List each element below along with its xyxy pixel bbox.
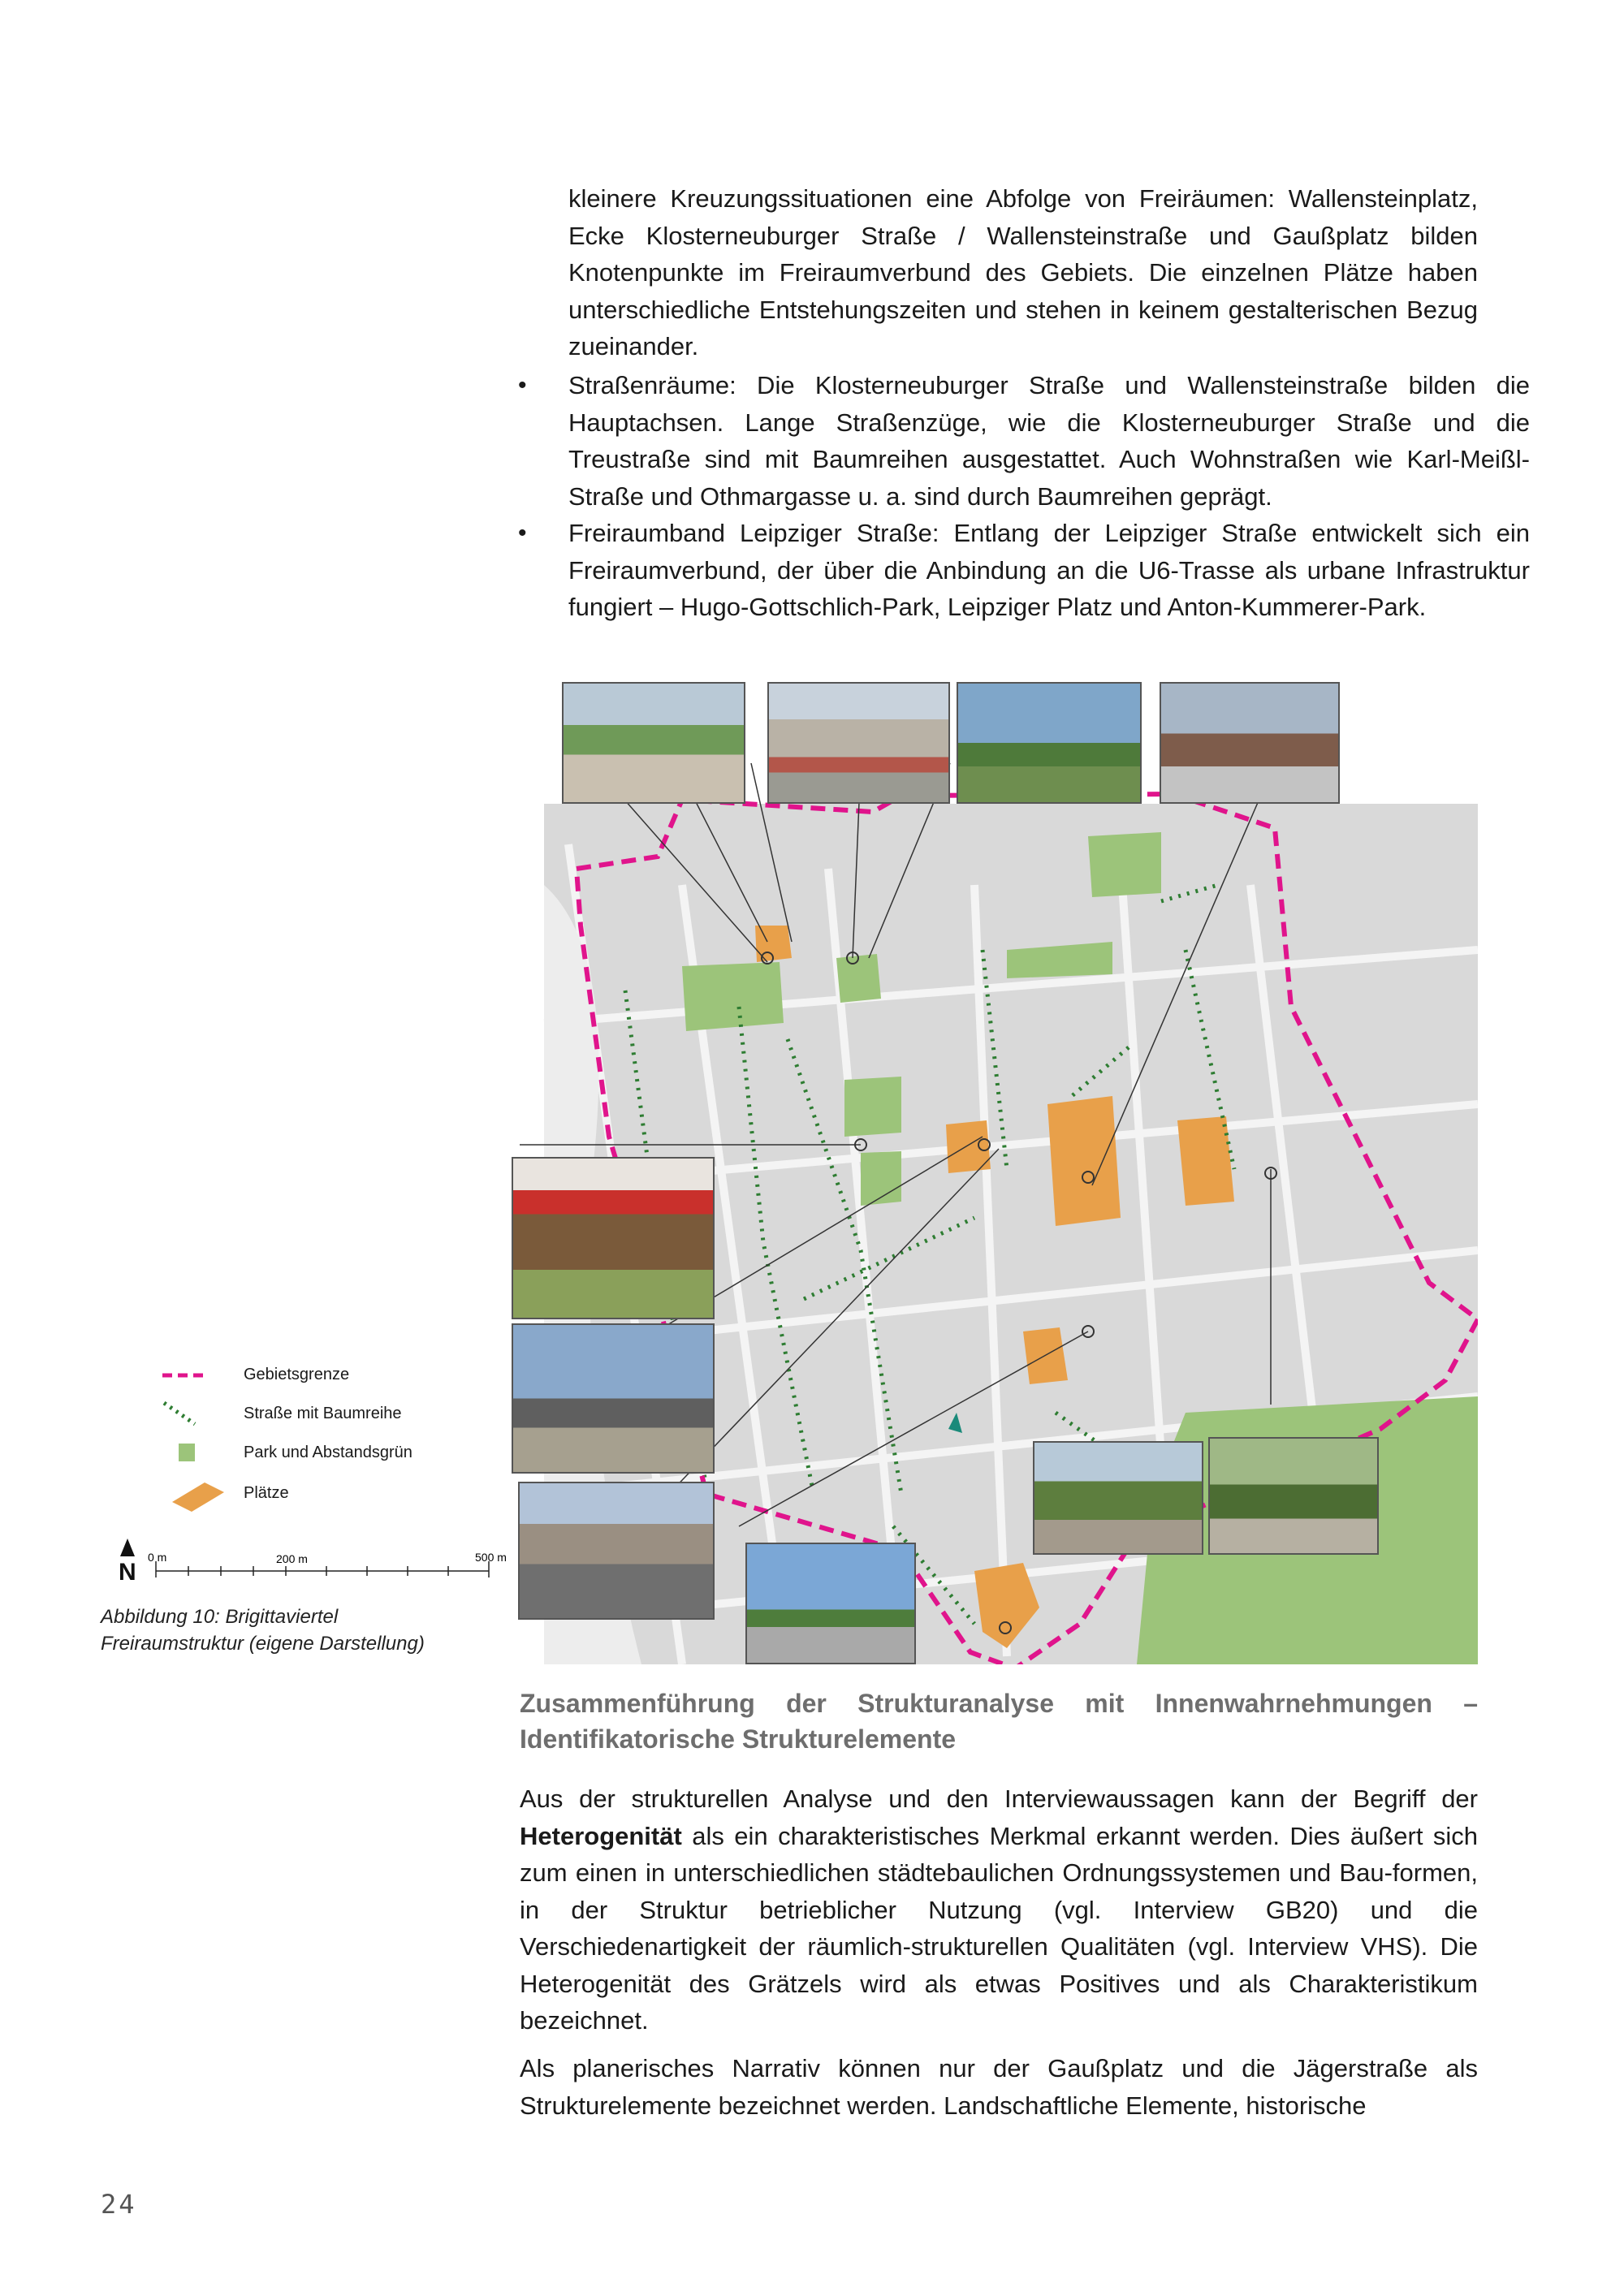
- caption-line: Freiraumstruktur (eigene Darstellung): [101, 1633, 425, 1655]
- caption-line: Abbildung 10: Brigittaviertel: [101, 1606, 339, 1628]
- tree-row-icon: [162, 1401, 211, 1426]
- bullet-icon: •: [518, 372, 527, 399]
- page-number: 24: [101, 2189, 137, 2220]
- north-label: N: [119, 1559, 136, 1586]
- photo-park-square: [1033, 1441, 1203, 1555]
- legend-label: Straße mit Baumreihe: [244, 1405, 402, 1422]
- legend-item: [154, 1482, 520, 1507]
- boundary-line-icon: [162, 1367, 211, 1383]
- legend-label: Park und Abstandsgrün: [244, 1444, 412, 1461]
- emphasis-term: Heterogenität: [520, 1821, 682, 1850]
- photo-ring-sculpture: [745, 1543, 916, 1664]
- body-paragraph: [520, 1780, 1478, 2039]
- square-swatch-icon: [172, 1479, 237, 1512]
- paragraph-text: als ein charakteristisches Merkmal erkannt werden. Dies äußert sich zum einen in unterschiedlichen städtebaulichen Ordnungssystemen und Bau-formen, in der Struktur betrieblicher Nutzung (vgl. Interview GB20) und die Verschiedenartigkeit der räumlich-strukturellen Qualitäten (vgl. Interview VHS). Die Heterogenität des Grätzels wird als etwas Positives und als Charakteristikum bezeichnet.: [520, 1821, 1478, 2035]
- legend-item: [154, 1364, 520, 1388]
- photo-aerial-view: [518, 1482, 715, 1620]
- square-area: [946, 1120, 991, 1173]
- park-area: [844, 1077, 901, 1137]
- paragraph-text: Aus der strukturellen Analyse und den Interviewaussagen kann der Begriff der: [520, 1785, 1478, 1813]
- photo-tree-path: [1208, 1437, 1379, 1555]
- list-item: [516, 515, 1530, 626]
- legend-item: [154, 1403, 520, 1427]
- photo-street-corner: [1160, 682, 1340, 804]
- figure-caption: [101, 1603, 425, 1657]
- intro-paragraph: kleinere Kreuzungssituationen eine Abfolge von Freiräumen: Wallensteinplatz, Ecke Klosterneuburger Straße / Wallensteinstraße und Gaußplatz bilden Knotenpunkte im Freiraumverbund des Gebiets. Die einzelnen Plätze haben unterschiedliche Entstehungszeiten und stehen in keinem gestalterischen Bezug zueinander.: [568, 184, 1478, 360]
- bullet-list: [518, 367, 1530, 626]
- scale-label-500: 500 m: [475, 1551, 507, 1564]
- scale-label-200: 200 m: [276, 1552, 308, 1565]
- park-area: [1088, 832, 1161, 897]
- body-paragraph: Als planerisches Narrativ können nur der Gaußplatz und die Jägerstraße als Strukturelemente bezeichnet werden. Landschaftliche Elemente, historische: [520, 2054, 1478, 2120]
- legend-label: Plätze: [244, 1484, 289, 1502]
- park-swatch-icon: [179, 1444, 195, 1461]
- bullet-icon: •: [518, 520, 527, 546]
- scale-label-0: 0 m: [148, 1551, 167, 1564]
- square-area: [1047, 1096, 1121, 1226]
- legend-item: [154, 1442, 520, 1466]
- map-figure: [520, 682, 1478, 1664]
- square-area: [1177, 1116, 1234, 1206]
- photo-street-square: [767, 682, 950, 804]
- park-area: [682, 962, 784, 1031]
- section-heading: Zusammenführung der Strukturanalyse mit Innenwahrnehmungen – Identifikatorische Strukturelemente: [520, 1689, 1478, 1754]
- scale-bar: [114, 1539, 520, 1587]
- bullet-text: Straßenräume: Die Klosterneuburger Straße und Wallensteinstraße bilden die Hauptachsen. Lange Straßenzüge, wie die Klosterneuburger Straße und die Treustraße sind mit Baumreihen ausgestattet. Auch Wohnstraßen wie Karl-Meißl-Straße und Othmargasse u. a. sind durch Baumreihen geprägt.: [568, 371, 1530, 511]
- legend-label: Gebietsgrenze: [244, 1366, 350, 1383]
- north-arrow-icon: [120, 1539, 135, 1556]
- bullet-text: Freiraumband Leipziger Straße: Entlang der Leipziger Straße entwickelt sich ein Freiraumverbund, der über die Anbindung an die U6-Trasse als urbane Infrastruktur fungiert – Hugo-Gottschlich-Park, Leipziger Platz und Anton-Kummerer-Park.: [568, 519, 1530, 621]
- photo-green-lawn: [957, 682, 1142, 804]
- photo-market-stalls: [512, 1323, 715, 1474]
- park-area: [836, 954, 881, 1003]
- photo-park-path: [562, 682, 745, 804]
- photo-market-shop: [512, 1157, 715, 1319]
- list-item: [516, 367, 1530, 515]
